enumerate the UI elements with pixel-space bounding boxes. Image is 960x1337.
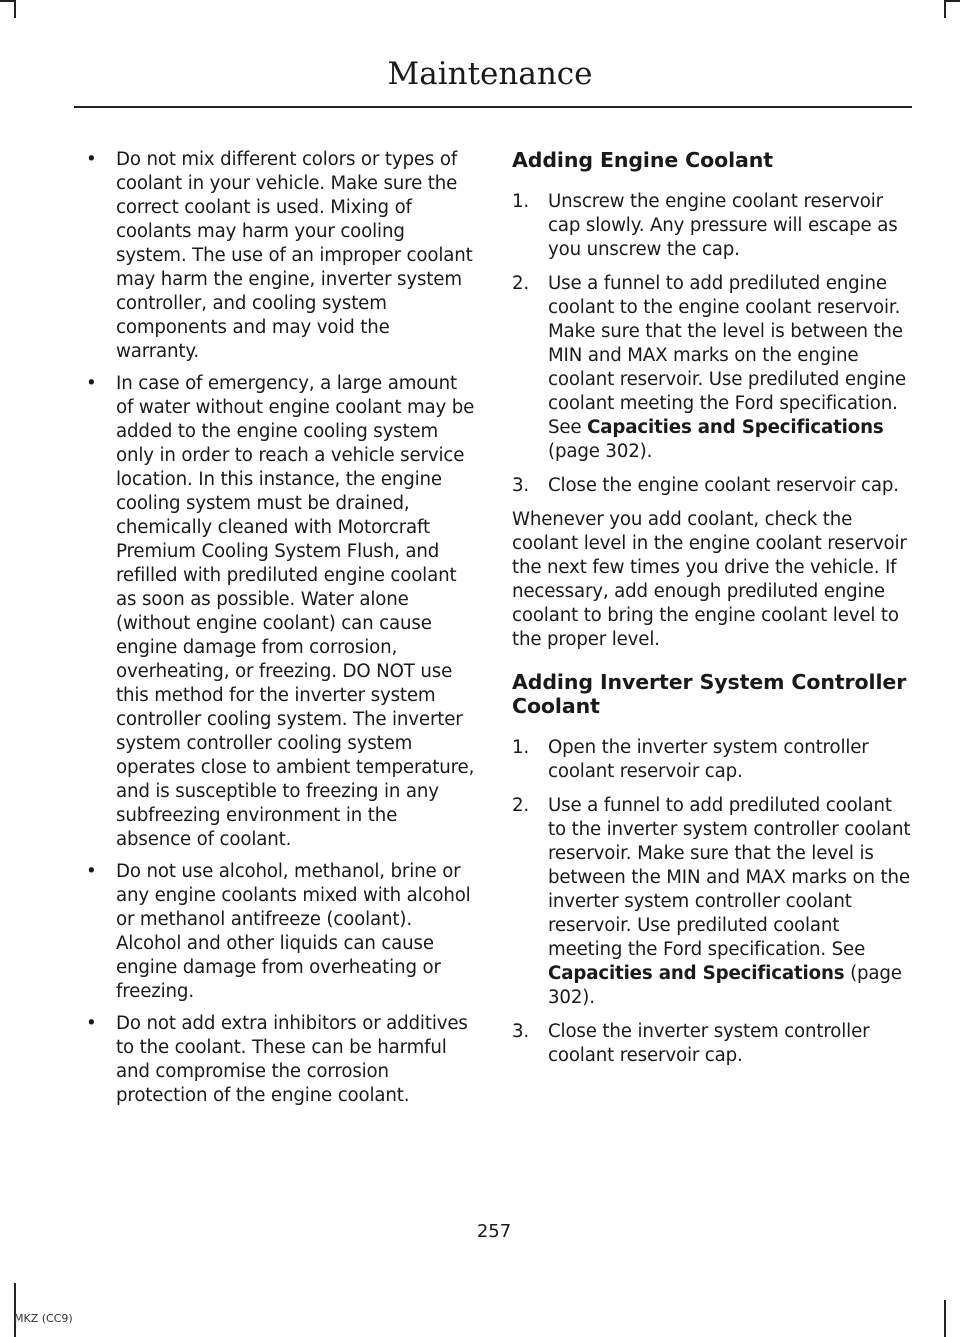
page-title: Maintenance [387,56,593,92]
capacities-link[interactable]: Capacities and Specifications [587,417,884,438]
inverter-coolant-steps [512,736,912,1068]
list-item: 1. Open the inverter system controller coolant reservoir cap. [512,737,869,782]
capacities-link[interactable]: Capacities and Specifications [548,963,845,984]
document-code: MKZ (CC9) [14,1312,73,1325]
engine-coolant-heading: Adding Engine Coolant [512,148,773,172]
inverter-coolant-heading: Adding Inverter System Controller Coolant [512,670,907,718]
crop-mark [14,0,16,18]
list-item: • Do not add extra inhibitors or additives to the coolant. These can be harmful and compromise the corrosion protection of the engine coolant. [86,1013,468,1106]
list-item: 2. Use a funnel to add prediluted engine coolant to the engine coolant reservoir. Make sure that the level is between the MIN and MAX marks on the engine coolant reservoir. Use prediluted engine coolant meeting the Ford specification. See Capacities and Specifications (page 302). [512,273,907,462]
crop-mark [944,0,946,18]
list-item: • Do not mix different colors or types of coolant in your vehicle. Make sure the correct coolant is used. Mixing of coolants may harm your cooling system. The use of an improper coolant may harm the engine, inverter system controller, and cooling system components and may void the warranty. [86,149,473,362]
bullet-icon: • [86,861,97,882]
list-item: 3. Close the engine coolant reservoir cap. [512,475,899,496]
list-item: • In case of emergency, a large amount of water without engine coolant may be added to the engine cooling system only in order to reach a vehicle service location. In this instance, the engine cooling system must be drained, chemically cleaned with Motorcraft Premium Cooling System Flush, and refilled with prediluted engine coolant as soon as possible. Water alone (without engine coolant) can cause engine damage from corrosion, overheating, or freezing. DO NOT use this method for the inverter system controller cooling system. The inverter system controller cooling system operates close to ambient temperature, and is susceptible to freezing in any subfreezing environment in the absence of coolant. [86,373,475,850]
left-column [84,148,476,1116]
right-column [512,148,912,1078]
list-item: 3. Close the inverter system controller coolant reservoir cap. [512,1021,870,1066]
page-number: 257 [476,1221,512,1242]
list-item: 1. Unscrew the engine coolant reservoir cap slowly. Any pressure will escape as you unscrew the cap. [512,191,898,260]
engine-coolant-paragraph: Whenever you add coolant, check the coolant level in the engine coolant reservoir the next few times you drive the vehicle. If necessary, add enough prediluted engine coolant to bring the engine coolant level to the proper level. [512,509,907,650]
bullet-icon: • [86,1013,97,1034]
coolant-warnings-list [84,148,476,1108]
bullet-icon: • [86,149,97,170]
list-item: • Do not use alcohol, methanol, brine or any engine coolants mixed with alcohol or methanol antifreeze (coolant). Alcohol and other liquids can cause engine damage from overheating or freezing. [86,861,471,1002]
crop-mark [944,1300,946,1337]
crop-mark [0,0,14,2]
list-item: 2. Use a funnel to add prediluted coolant to the inverter system controller coolant reservoir. Make sure that the level is between the MIN and MAX marks on the inverter system controller coolant reservoir. Use prediluted coolant meeting the Ford specification. See Capacities and Specifications (page 302). [512,795,911,1008]
bullet-icon: • [86,373,97,394]
crop-mark [14,1283,16,1337]
header-divider [74,106,912,108]
crop-mark [946,0,960,2]
engine-coolant-steps [512,190,912,498]
